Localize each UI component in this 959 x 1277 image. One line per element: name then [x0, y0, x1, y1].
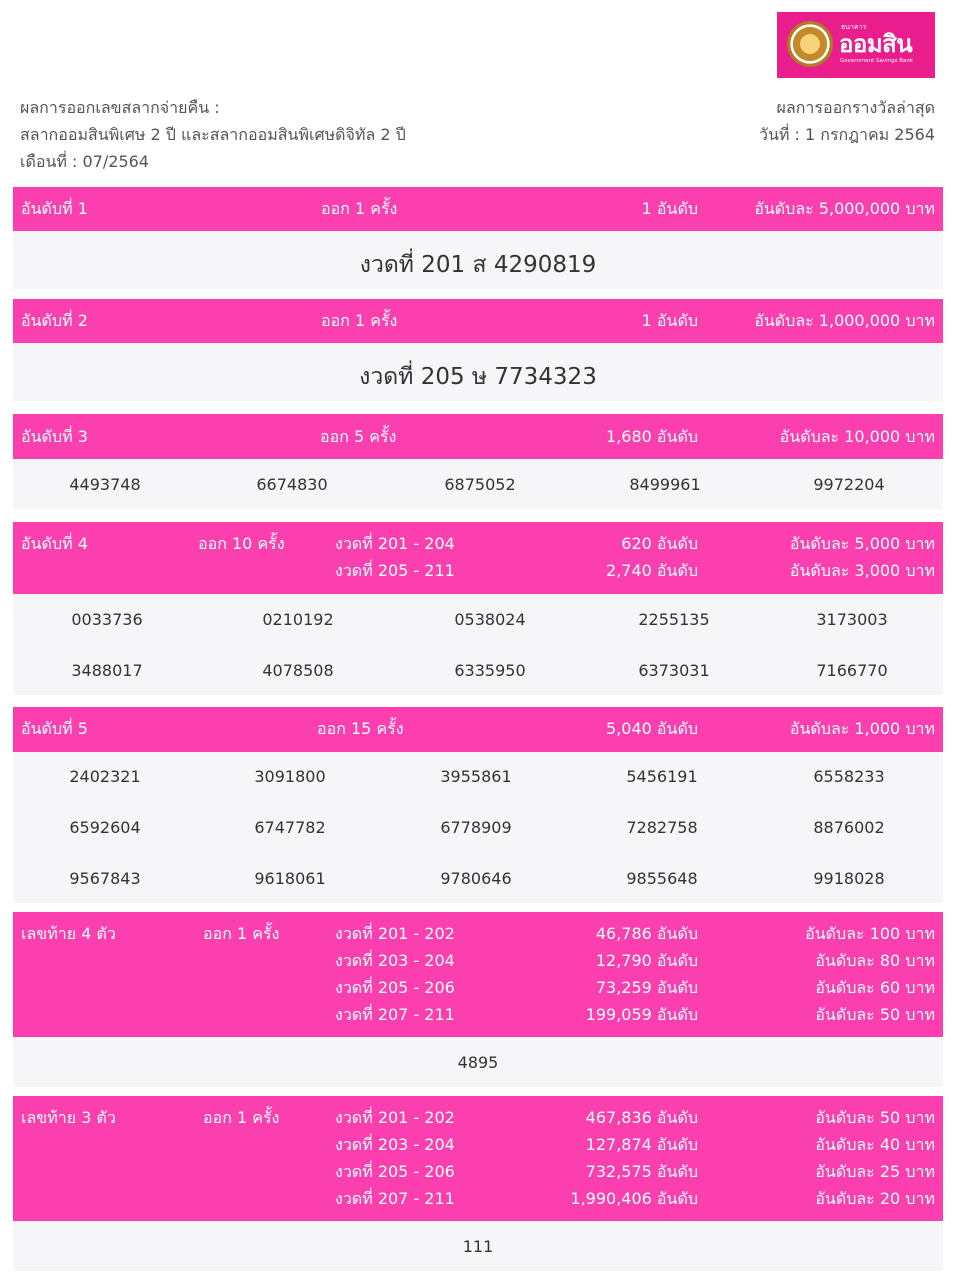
prize-4-header: [13, 522, 943, 594]
prize-amount: อันดับละ 80 บาท: [815, 951, 935, 970]
prize-rank: อันดับที่ 1: [21, 199, 88, 218]
prize-amount: อันดับละ 5,000 บาท: [789, 534, 935, 553]
winning-number: 9855648: [626, 869, 698, 888]
prize-amount: อันดับละ 100 บาท: [805, 924, 935, 943]
latest-draw-info: [759, 94, 935, 148]
winning-number: งวดที่ 205 ษ 7734323: [359, 364, 597, 390]
prize-2-results: [13, 343, 943, 401]
winning-number: 9618061: [254, 869, 326, 888]
winning-number: 4078508: [262, 661, 334, 680]
winning-number: 2255135: [638, 610, 710, 629]
prize-period: งวดที่ 201 - 202: [335, 1108, 455, 1127]
winning-number: 0210192: [262, 610, 334, 629]
prize-period: งวดที่ 203 - 204: [335, 951, 455, 970]
prize-count: 620 อันดับ: [621, 534, 698, 553]
prize-period: งวดที่ 201 - 204: [335, 534, 455, 553]
prize-period: งวดที่ 207 - 211: [335, 1189, 455, 1208]
winning-number: 4493748: [69, 475, 141, 494]
prize-count: 1 อันดับ: [641, 199, 698, 218]
winning-number: 6335950: [454, 661, 526, 680]
winning-number: 6875052: [444, 475, 516, 494]
winning-number: 8876002: [813, 818, 885, 837]
prize-count: 127,874 อันดับ: [585, 1135, 698, 1154]
gsb-logo: [777, 12, 935, 78]
logo-small-text: ธนาคาร: [841, 23, 867, 31]
prize-amount: อันดับละ 60 บาท: [815, 978, 935, 997]
winning-number: 9918028: [813, 869, 885, 888]
prize-amount: อันดับละ 20 บาท: [815, 1189, 935, 1208]
result-title: ผลการออกเลขสลากจ่ายคืน :: [20, 98, 220, 117]
winning-number: 5456191: [626, 767, 698, 786]
prize-3-results: [13, 459, 943, 509]
prize-5-results: [13, 752, 943, 903]
winning-number: 8499961: [629, 475, 701, 494]
prize-rank: อันดับที่ 2: [21, 311, 88, 330]
winning-number: 6592604: [69, 818, 141, 837]
winning-number: 6778909: [440, 818, 512, 837]
winning-number: 9780646: [440, 869, 512, 888]
prize-3-header: [13, 414, 943, 459]
prize-count: 2,740 อันดับ: [606, 561, 698, 580]
winning-number: 6373031: [638, 661, 710, 680]
prize-count: 467,836 อันดับ: [585, 1108, 698, 1127]
prize-count: 1,680 อันดับ: [606, 427, 698, 446]
logo-main-text: ออมสิน: [839, 30, 913, 58]
result-info: [20, 94, 406, 175]
prize-count: 73,259 อันดับ: [595, 978, 698, 997]
result-product: สลากออมสินพิเศษ 2 ปี และสลากออมสินพิเศษดิจิทัล 2 ปี: [20, 125, 406, 144]
winning-number: งวดที่ 201 ส 4290819: [359, 252, 597, 278]
winning-number: 3955861: [440, 767, 512, 786]
prize-amount: อันดับละ 10,000 บาท: [779, 427, 935, 446]
prize-count: 1 อันดับ: [641, 311, 698, 330]
prize-draws: ออก 15 ครั้ง: [317, 719, 404, 738]
prize-amount: อันดับละ 3,000 บาท: [789, 561, 935, 580]
winning-number: 0033736: [71, 610, 143, 629]
prize-period: งวดที่ 201 - 202: [335, 924, 455, 943]
winning-number: 0538024: [454, 610, 526, 629]
prize-rank: เลขท้าย 4 ตัว: [21, 924, 116, 943]
prize-amount: อันดับละ 50 บาท: [815, 1005, 935, 1024]
prize-draws: ออก 5 ครั้ง: [320, 427, 397, 446]
prize-count: 12,790 อันดับ: [595, 951, 698, 970]
prize-draws: ออก 1 ครั้ง: [203, 924, 280, 943]
winning-number: 3488017: [71, 661, 143, 680]
prize-1-header: [13, 187, 943, 231]
prize-rank: อันดับที่ 3: [21, 427, 88, 446]
prize-count: 732,575 อันดับ: [585, 1162, 698, 1181]
prize-period: งวดที่ 203 - 204: [335, 1135, 455, 1154]
prize-count: 5,040 อันดับ: [606, 719, 698, 738]
prize-amount: อันดับละ 5,000,000 บาท: [754, 199, 935, 218]
prize-amount: อันดับละ 40 บาท: [815, 1135, 935, 1154]
prize-rank: อันดับที่ 5: [21, 719, 88, 738]
last-4-digits-header: [13, 912, 943, 1037]
winning-number: 7166770: [816, 661, 888, 680]
prize-count: 199,059 อันดับ: [585, 1005, 698, 1024]
prize-amount: อันดับละ 1,000 บาท: [789, 719, 935, 738]
winning-number: 7282758: [626, 818, 698, 837]
latest-draw-title: ผลการออกรางวัลล่าสุด: [776, 98, 935, 117]
winning-number: 111: [462, 1237, 494, 1256]
prize-period: งวดที่ 207 - 211: [335, 1005, 455, 1024]
prize-2-header: [13, 299, 943, 343]
prize-5-header: [13, 707, 943, 752]
last-3-digits-results: [13, 1221, 943, 1271]
last-4-digits-results: [13, 1037, 943, 1087]
prize-amount: อันดับละ 25 บาท: [815, 1162, 935, 1181]
prize-rank: เลขท้าย 3 ตัว: [21, 1108, 116, 1127]
prize-draws: ออก 1 ครั้ง: [321, 311, 398, 330]
winning-number: 9567843: [69, 869, 141, 888]
latest-draw-date: วันที่ : 1 กรกฎาคม 2564: [758, 125, 935, 144]
prize-rank: อันดับที่ 4: [21, 534, 88, 553]
prize-count: 46,786 อันดับ: [595, 924, 698, 943]
prize-period: งวดที่ 205 - 206: [335, 1162, 455, 1181]
prize-count: 1,990,406 อันดับ: [570, 1189, 698, 1208]
prize-draws: ออก 1 ครั้ง: [321, 199, 398, 218]
prize-draws: ออก 10 ครั้ง: [198, 534, 285, 553]
winning-number: 4895: [457, 1053, 499, 1072]
result-month: เดือนที่ : 07/2564: [20, 152, 149, 171]
winning-number: 6747782: [254, 818, 326, 837]
last-3-digits-header: [13, 1096, 943, 1221]
winning-number: 2402321: [69, 767, 141, 786]
prize-period: งวดที่ 205 - 211: [335, 561, 455, 580]
winning-number: 3091800: [254, 767, 326, 786]
prize-draws: ออก 1 ครั้ง: [203, 1108, 280, 1127]
logo-sub-text: Government Savings Bank: [840, 58, 914, 64]
prize-period: งวดที่ 205 - 206: [335, 978, 455, 997]
prize-1-results: [13, 231, 943, 289]
winning-number: 6674830: [256, 475, 328, 494]
prize-4-results: [13, 594, 943, 695]
winning-number: 3173003: [816, 610, 888, 629]
bank-emblem-icon: [787, 21, 833, 67]
winning-number: 6558233: [813, 767, 885, 786]
prize-amount: อันดับละ 50 บาท: [815, 1108, 935, 1127]
winning-number: 9972204: [813, 475, 885, 494]
prize-amount: อันดับละ 1,000,000 บาท: [754, 311, 935, 330]
